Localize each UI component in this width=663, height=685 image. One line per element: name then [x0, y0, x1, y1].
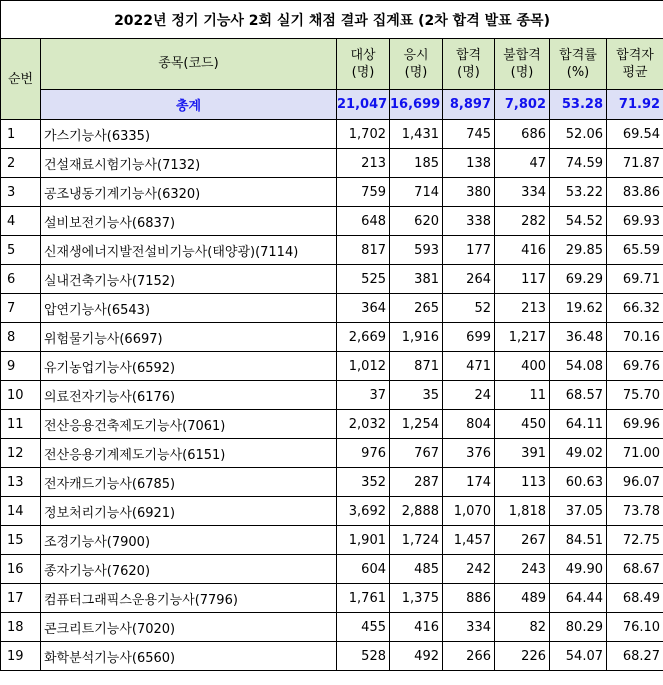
row-applied: 714 [390, 178, 443, 207]
header-avg: 합격자 평균 [607, 39, 663, 90]
row-failed: 213 [495, 294, 550, 323]
row-target: 364 [337, 294, 390, 323]
row-average: 72.75 [607, 526, 663, 555]
total-applied: 16,699 [390, 89, 443, 119]
row-pass-rate: 64.44 [550, 584, 607, 613]
row-seq: 18 [1, 613, 41, 642]
row-failed: 226 [495, 642, 550, 671]
row-failed: 47 [495, 149, 550, 178]
row-failed: 334 [495, 178, 550, 207]
row-seq: 8 [1, 323, 41, 352]
row-pass-rate: 36.48 [550, 323, 607, 352]
table-row [1, 468, 663, 497]
row-target: 455 [337, 613, 390, 642]
row-pass-rate: 64.11 [550, 410, 607, 439]
row-seq: 5 [1, 236, 41, 265]
total-passed: 8,897 [443, 89, 495, 119]
row-passed: 699 [443, 323, 495, 352]
row-passed: 886 [443, 584, 495, 613]
row-average: 68.67 [607, 555, 663, 584]
row-failed: 82 [495, 613, 550, 642]
row-passed: 380 [443, 178, 495, 207]
row-passed: 376 [443, 439, 495, 468]
row-pass-rate: 49.90 [550, 555, 607, 584]
row-target: 759 [337, 178, 390, 207]
row-pass-rate: 54.52 [550, 207, 607, 236]
row-failed: 243 [495, 555, 550, 584]
row-average: 73.78 [607, 497, 663, 526]
row-event-name: 의료전자기능사(6176) [41, 381, 337, 410]
row-target: 604 [337, 555, 390, 584]
row-passed: 177 [443, 236, 495, 265]
row-pass-rate: 68.57 [550, 381, 607, 410]
row-average: 96.07 [607, 468, 663, 497]
row-seq: 10 [1, 381, 41, 410]
row-failed: 1,818 [495, 497, 550, 526]
row-passed: 334 [443, 613, 495, 642]
total-failed: 7,802 [495, 89, 550, 119]
row-pass-rate: 69.29 [550, 265, 607, 294]
table-body [1, 120, 663, 671]
row-average: 69.71 [607, 265, 663, 294]
row-average: 69.96 [607, 410, 663, 439]
row-applied: 1,916 [390, 323, 443, 352]
row-passed: 804 [443, 410, 495, 439]
table-row [1, 207, 663, 236]
row-passed: 1,457 [443, 526, 495, 555]
table-row [1, 381, 663, 410]
row-seq: 4 [1, 207, 41, 236]
table-row [1, 178, 663, 207]
row-applied: 287 [390, 468, 443, 497]
row-applied: 871 [390, 352, 443, 381]
total-target: 21,047 [337, 89, 390, 119]
row-passed: 24 [443, 381, 495, 410]
row-pass-rate: 80.29 [550, 613, 607, 642]
row-applied: 2,888 [390, 497, 443, 526]
row-average: 70.16 [607, 323, 663, 352]
row-failed: 267 [495, 526, 550, 555]
row-event-name: 컴퓨터그래픽스운용기능사(7796) [41, 584, 337, 613]
row-event-name: 압연기능사(6543) [41, 294, 337, 323]
header-target: 대상 (명) [337, 39, 390, 90]
row-target: 1,901 [337, 526, 390, 555]
row-applied: 416 [390, 613, 443, 642]
row-applied: 35 [390, 381, 443, 410]
row-target: 352 [337, 468, 390, 497]
row-passed: 338 [443, 207, 495, 236]
table-row [1, 613, 663, 642]
table-row [1, 265, 663, 294]
row-target: 1,702 [337, 120, 390, 149]
total-label: 총계 [41, 89, 337, 119]
row-applied: 485 [390, 555, 443, 584]
header-failed: 불합격 (명) [495, 39, 550, 90]
row-pass-rate: 60.63 [550, 468, 607, 497]
table-title: 2022년 정기 기능사 2회 실기 채점 결과 집계표 (2차 합격 발표 종목) [1, 1, 663, 39]
table-row [1, 584, 663, 613]
header-row [1, 39, 663, 90]
row-seq: 17 [1, 584, 41, 613]
row-failed: 489 [495, 584, 550, 613]
table-row [1, 323, 663, 352]
row-event-name: 실내건축기능사(7152) [41, 265, 337, 294]
table-row [1, 526, 663, 555]
header-rate: 합격률 (%) [550, 39, 607, 90]
row-applied: 620 [390, 207, 443, 236]
row-average: 71.87 [607, 149, 663, 178]
row-pass-rate: 53.22 [550, 178, 607, 207]
row-event-name: 전산응용기계제도기능사(6151) [41, 439, 337, 468]
row-applied: 593 [390, 236, 443, 265]
row-seq: 16 [1, 555, 41, 584]
row-failed: 450 [495, 410, 550, 439]
row-average: 69.54 [607, 120, 663, 149]
row-passed: 471 [443, 352, 495, 381]
row-target: 528 [337, 642, 390, 671]
row-pass-rate: 29.85 [550, 236, 607, 265]
row-average: 68.27 [607, 642, 663, 671]
row-failed: 11 [495, 381, 550, 410]
row-passed: 138 [443, 149, 495, 178]
row-seq: 11 [1, 410, 41, 439]
row-failed: 686 [495, 120, 550, 149]
row-event-name: 전자캐드기능사(6785) [41, 468, 337, 497]
row-pass-rate: 52.06 [550, 120, 607, 149]
row-target: 1,012 [337, 352, 390, 381]
header-applied: 응시 (명) [390, 39, 443, 90]
row-failed: 1,217 [495, 323, 550, 352]
row-pass-rate: 19.62 [550, 294, 607, 323]
row-target: 2,032 [337, 410, 390, 439]
row-seq: 19 [1, 642, 41, 671]
row-passed: 264 [443, 265, 495, 294]
row-passed: 266 [443, 642, 495, 671]
row-pass-rate: 74.59 [550, 149, 607, 178]
row-seq: 7 [1, 294, 41, 323]
row-failed: 117 [495, 265, 550, 294]
row-event-name: 가스기능사(6335) [41, 120, 337, 149]
row-seq: 13 [1, 468, 41, 497]
row-event-name: 종자기능사(7620) [41, 555, 337, 584]
total-avg: 71.92 [607, 89, 663, 119]
row-target: 37 [337, 381, 390, 410]
row-pass-rate: 54.08 [550, 352, 607, 381]
row-seq: 12 [1, 439, 41, 468]
table-row [1, 555, 663, 584]
row-average: 75.70 [607, 381, 663, 410]
row-pass-rate: 84.51 [550, 526, 607, 555]
row-applied: 265 [390, 294, 443, 323]
row-event-name: 공조냉동기계기능사(6320) [41, 178, 337, 207]
row-passed: 174 [443, 468, 495, 497]
row-event-name: 화학분석기능사(6560) [41, 642, 337, 671]
total-row [1, 89, 663, 119]
row-applied: 1,724 [390, 526, 443, 555]
row-event-name: 설비보전기능사(6837) [41, 207, 337, 236]
row-target: 525 [337, 265, 390, 294]
row-applied: 492 [390, 642, 443, 671]
row-applied: 185 [390, 149, 443, 178]
row-passed: 745 [443, 120, 495, 149]
row-seq: 9 [1, 352, 41, 381]
row-applied: 767 [390, 439, 443, 468]
table-row [1, 149, 663, 178]
row-pass-rate: 54.07 [550, 642, 607, 671]
row-seq: 3 [1, 178, 41, 207]
row-event-name: 조경기능사(7900) [41, 526, 337, 555]
table-row [1, 497, 663, 526]
row-average: 76.10 [607, 613, 663, 642]
table-row [1, 120, 663, 149]
row-applied: 1,431 [390, 120, 443, 149]
row-event-name: 정보처리기능사(6921) [41, 497, 337, 526]
row-target: 1,761 [337, 584, 390, 613]
row-passed: 242 [443, 555, 495, 584]
table-row [1, 439, 663, 468]
row-seq: 14 [1, 497, 41, 526]
row-average: 71.00 [607, 439, 663, 468]
table-row [1, 236, 663, 265]
row-applied: 1,375 [390, 584, 443, 613]
header-passed: 합격 (명) [443, 39, 495, 90]
table-row [1, 410, 663, 439]
row-failed: 416 [495, 236, 550, 265]
row-target: 817 [337, 236, 390, 265]
row-average: 69.76 [607, 352, 663, 381]
table-row [1, 352, 663, 381]
row-seq: 1 [1, 120, 41, 149]
row-pass-rate: 49.02 [550, 439, 607, 468]
row-average: 68.49 [607, 584, 663, 613]
row-event-name: 유기농업기능사(6592) [41, 352, 337, 381]
row-failed: 113 [495, 468, 550, 497]
row-passed: 52 [443, 294, 495, 323]
row-target: 2,669 [337, 323, 390, 352]
header-seq: 순번 [1, 39, 41, 120]
row-event-name: 콘크리트기능사(7020) [41, 613, 337, 642]
header-name: 종목(코드) [41, 39, 337, 90]
row-average: 65.59 [607, 236, 663, 265]
table-row [1, 642, 663, 671]
total-rate: 53.28 [550, 89, 607, 119]
row-event-name: 신재생에너지발전설비기능사(태양광)(7114) [41, 236, 337, 265]
row-average: 66.32 [607, 294, 663, 323]
row-failed: 400 [495, 352, 550, 381]
row-average: 69.93 [607, 207, 663, 236]
row-failed: 282 [495, 207, 550, 236]
row-applied: 381 [390, 265, 443, 294]
row-seq: 2 [1, 149, 41, 178]
row-applied: 1,254 [390, 410, 443, 439]
row-event-name: 건설재료시험기능사(7132) [41, 149, 337, 178]
table-row [1, 294, 663, 323]
row-seq: 6 [1, 265, 41, 294]
row-target: 213 [337, 149, 390, 178]
row-target: 3,692 [337, 497, 390, 526]
row-target: 648 [337, 207, 390, 236]
row-failed: 391 [495, 439, 550, 468]
row-pass-rate: 37.05 [550, 497, 607, 526]
row-passed: 1,070 [443, 497, 495, 526]
row-seq: 15 [1, 526, 41, 555]
row-target: 976 [337, 439, 390, 468]
row-event-name: 전산응용건축제도기능사(7061) [41, 410, 337, 439]
row-event-name: 위험물기능사(6697) [41, 323, 337, 352]
row-average: 83.86 [607, 178, 663, 207]
